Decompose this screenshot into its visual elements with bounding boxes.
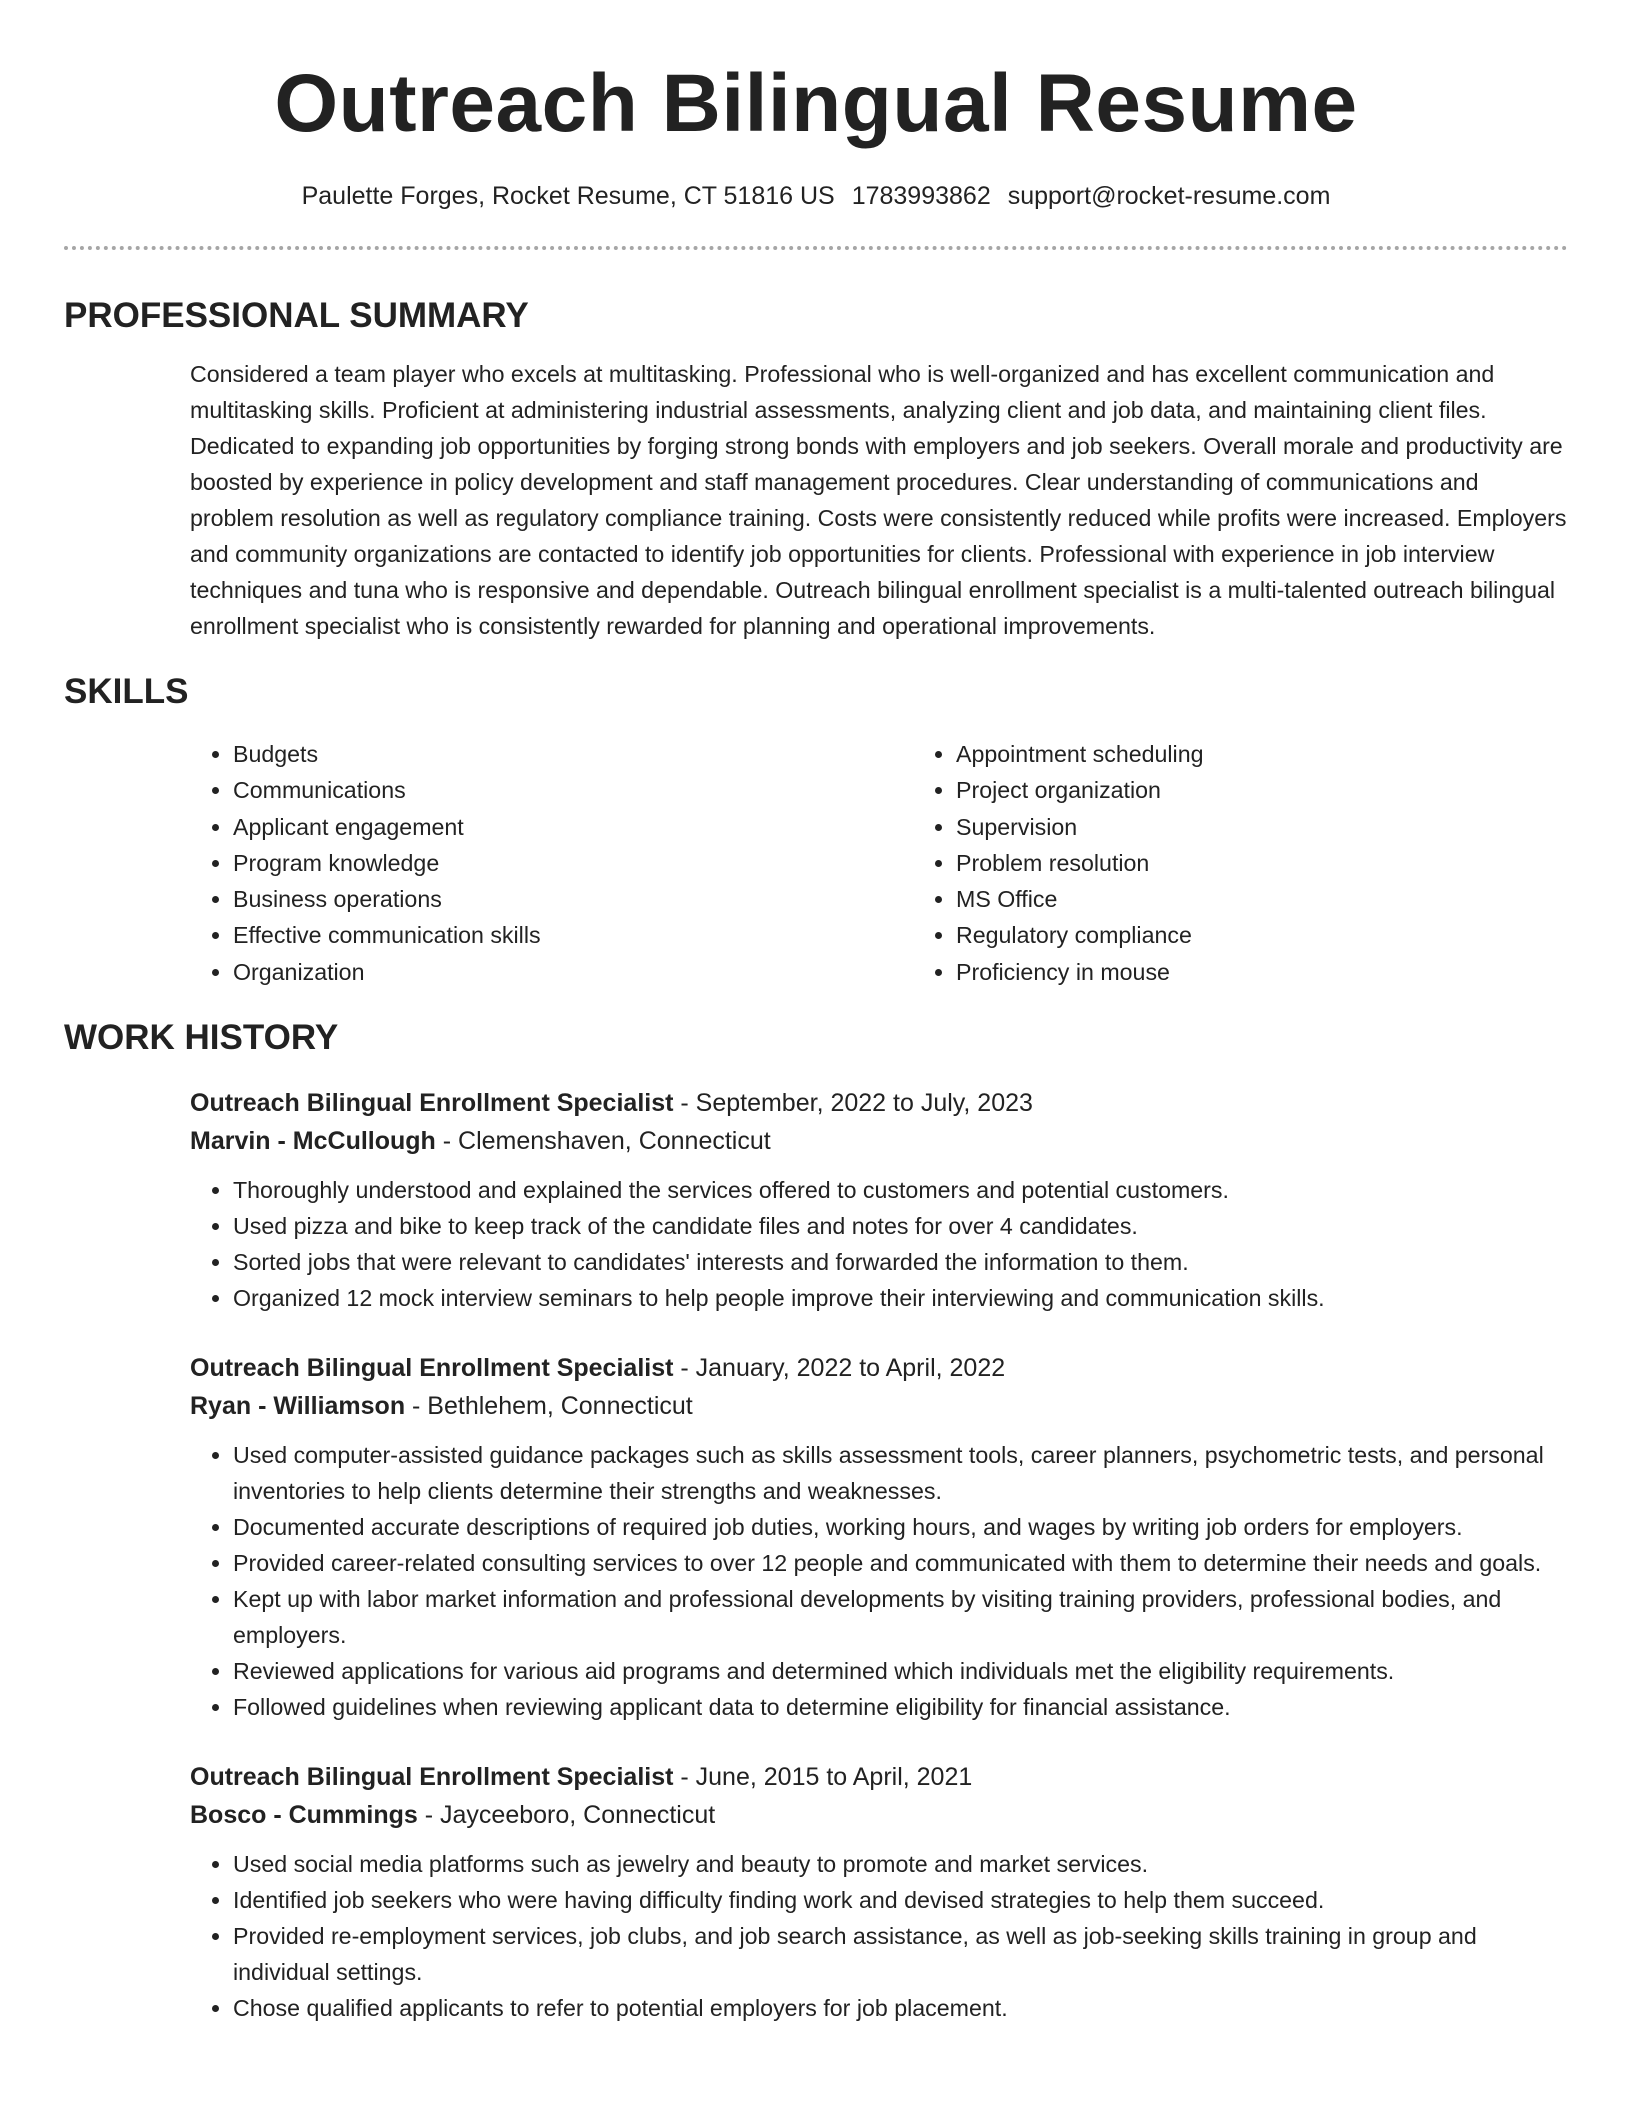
work-history-heading: WORK HISTORY — [64, 1018, 339, 1058]
job-entry — [190, 1084, 1568, 1316]
job-bullet: • Provided career-related consulting services to over 12 people and communicated with them to determine their needs and goals. — [233, 1545, 1568, 1581]
skill-item: • Effective communication skills — [233, 917, 913, 953]
skill-item: • Applicant engagement — [233, 809, 913, 845]
resume-header — [0, 0, 1632, 212]
skill-item: • Business operations — [233, 881, 913, 917]
skill-item: • Problem resolution — [956, 845, 1556, 881]
job-employer: Marvin - McCullough — [190, 1127, 436, 1156]
job-bullet: • Identified job seekers who were having difficulty finding work and devised strategies to help them succeed. — [233, 1882, 1568, 1918]
skill-item: • MS Office — [956, 881, 1556, 917]
skill-item: • Organization — [233, 954, 913, 990]
summary-heading: PROFESSIONAL SUMMARY — [64, 296, 529, 335]
job-bullet: • Provided re-employment services, job clubs, and job search assistance, as well as job-seeking skills training in group and individual settings. — [233, 1918, 1568, 1990]
job-bullet: • Kept up with labor market information and professional developments by visiting training providers, professional bodies, and employers. — [233, 1581, 1568, 1653]
job-bullet: • Documented accurate descriptions of required job duties, working hours, and wages by writing job orders for employers. — [233, 1509, 1568, 1545]
job-title-line — [190, 1349, 1568, 1387]
skills-heading: SKILLS — [64, 672, 189, 711]
contact-phone: 1783993862 — [851, 182, 991, 210]
job-bullet: • Organized 12 mock interview seminars to help people improve their interviewing and communication skills. — [233, 1280, 1568, 1316]
job-bullet: • Used social media platforms such as jewelry and beauty to promote and market services. — [233, 1846, 1568, 1882]
job-location: - Jayceeboro, Connecticut — [417, 1801, 716, 1830]
job-bullet: • Used computer-assisted guidance packages such as skills assessment tools, career planners, psychometric tests, and personal inventories to help clients determine their strengths and weaknesses. — [233, 1437, 1568, 1509]
job-title: Outreach Bilingual Enrollment Specialist — [190, 1354, 674, 1383]
job-location: - Bethlehem, Connecticut — [405, 1392, 693, 1421]
header-divider — [64, 246, 1568, 250]
skill-item: • Project organization — [956, 772, 1556, 808]
skill-item: • Appointment scheduling — [956, 736, 1556, 772]
contact-email: support@rocket-resume.com — [1007, 182, 1331, 210]
job-title: Outreach Bilingual Enrollment Specialist — [190, 1763, 674, 1792]
skill-item: • Communications — [233, 772, 913, 808]
job-employer-line — [190, 1122, 1568, 1160]
skills-section — [0, 670, 1632, 990]
job-title: Outreach Bilingual Enrollment Specialist — [190, 1089, 674, 1118]
job-bullet: • Thoroughly understood and explained the services offered to customers and potential customers. — [233, 1172, 1568, 1208]
skill-item: • Supervision — [956, 809, 1556, 845]
skills-columns — [190, 736, 1568, 990]
job-employer-line — [190, 1387, 1568, 1425]
job-title-line — [190, 1758, 1568, 1796]
job-bullet: • Reviewed applications for various aid programs and determined which individuals met the eligibility requirements. — [233, 1653, 1568, 1689]
job-bullet: • Used pizza and bike to keep track of the candidate files and notes for over 4 candidates. — [233, 1208, 1568, 1244]
skill-item: • Budgets — [233, 736, 913, 772]
job-bullets — [190, 1172, 1568, 1316]
job-entry — [190, 1758, 1568, 2026]
skills-list-right — [913, 736, 1556, 990]
job-employer: Bosco - Cummings — [190, 1801, 418, 1830]
skills-list-left — [190, 736, 913, 990]
job-bullet: • Sorted jobs that were relevant to candidates' interests and forwarded the information to them. — [233, 1244, 1568, 1280]
job-employer: Ryan - Williamson — [190, 1392, 406, 1421]
job-bullets — [190, 1437, 1568, 1725]
job-employer-line — [190, 1796, 1568, 1834]
job-title-line — [190, 1084, 1568, 1122]
skill-item: • Proficiency in mouse — [956, 954, 1556, 990]
job-entry — [190, 1349, 1568, 1725]
job-dates: - June, 2015 to April, 2021 — [673, 1763, 973, 1792]
job-bullets — [190, 1846, 1568, 2026]
skill-item: • Regulatory compliance — [956, 917, 1556, 953]
job-location: - Clemenshaven, Connecticut — [435, 1127, 771, 1156]
job-dates: - September, 2022 to July, 2023 — [673, 1089, 1033, 1118]
skill-item: • Program knowledge — [233, 845, 913, 881]
job-bullet: • Chose qualified applicants to refer to potential employers for job placement. — [233, 1990, 1568, 2026]
summary-section — [0, 294, 1632, 644]
contact-line — [0, 180, 1632, 212]
job-bullet: • Followed guidelines when reviewing applicant data to determine eligibility for financial assistance. — [233, 1689, 1568, 1725]
job-dates: - January, 2022 to April, 2022 — [673, 1354, 1006, 1383]
summary-text: Considered a team player who excels at multitasking. Professional who is well-organized and has excellent communication and multitasking skills. Proficient at administering industrial assessments, analyzing client and job data, and maintaining client files. Dedicated to expanding job opportunities by forging strong bonds with employers and job seekers. Overall morale and productivity are boosted by experience in policy development and staff management procedures. Clear understanding of communications and problem resolution as well as regulatory compliance training. Costs were consistently reduced while profits were increased. Employers and community organizations are contacted to identify job opportunities for clients. Professional with experience in job interview techniques and tuna who is responsive and dependable. Outreach bilingual enrollment specialist is a multi-talented outreach bilingual enrollment specialist who is consistently rewarded for planning and operational improvements. — [190, 361, 1567, 639]
work-history-section — [0, 1016, 1632, 2026]
resume-title: Outreach Bilingual Resume — [274, 58, 1358, 149]
contact-address: Paulette Forges, Rocket Resume, CT 51816 US — [301, 182, 835, 210]
